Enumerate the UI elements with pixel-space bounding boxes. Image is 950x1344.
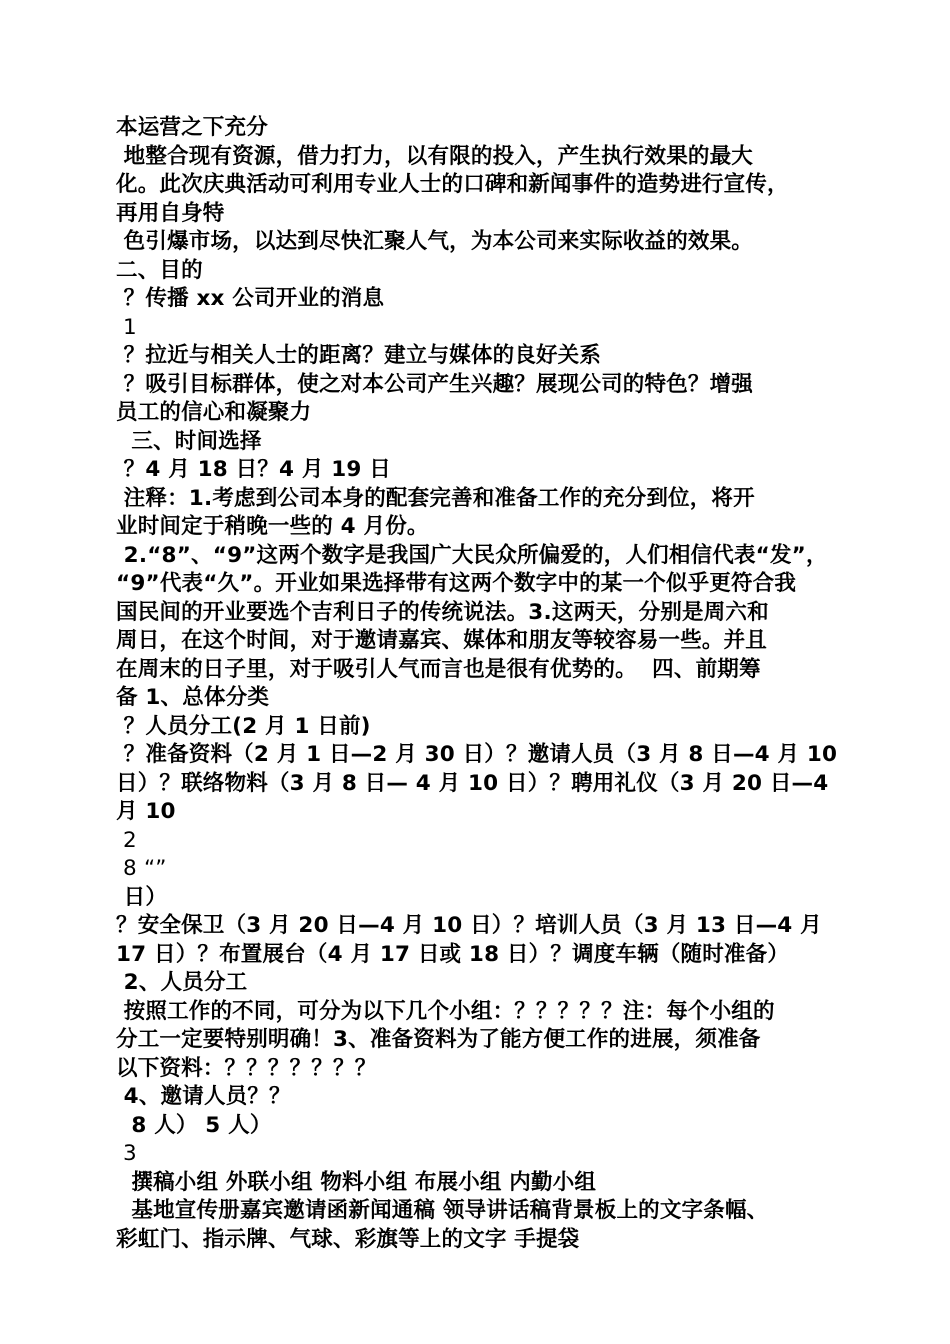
- text-line: 化。此次庆典活动可利用专业人士的口碑和新闻事件的造势进行宣传，: [116, 172, 789, 197]
- text-line: 业时间定于稍晚一些的 4 月份。: [116, 514, 429, 539]
- text-line: 再用自身特: [116, 200, 225, 226]
- text-line: ？拉近与相关人士的距离？建立与媒体的良好关系: [116, 343, 602, 368]
- text-line: 2、人员分工: [116, 970, 248, 995]
- text-line: 备 1、总体分类: [116, 685, 270, 710]
- text-line: 撰稿小组 外联小组 物料小组 布展小组 内勤小组: [116, 1169, 597, 1195]
- text-line: 1: [116, 314, 137, 340]
- text-line: 分工一定要特别明确！3、准备资料为了能方便工作的进展，须准备: [116, 1027, 761, 1052]
- text-line: 国民间的开业要选个吉利日子的传统说法。3.这两天，分别是周六和: [116, 599, 769, 625]
- text-line: 4、邀请人员？？: [116, 1084, 291, 1109]
- text-line: 月 10: [116, 799, 176, 824]
- text-line: ？吸引目标群体，使之对本公司产生兴趣？展现公司的特色？增强: [116, 371, 753, 397]
- text-line: 色引爆市场，以达到尽快汇聚人气，为本公司来实际收益的效果。: [116, 229, 753, 254]
- text-line: 员工的信心和凝聚力: [116, 400, 312, 425]
- text-line: 三、时间选择: [116, 428, 262, 454]
- text-line: 3: [116, 1141, 137, 1166]
- text-line: 按照工作的不同，可分为以下几个小组：？？？？？注：每个小组的: [116, 998, 775, 1024]
- text-line: 基地宣传册嘉宾邀请函新闻通稿 领导讲话稿背景板上的文字条幅、: [116, 1198, 769, 1223]
- text-line: 日）: [116, 884, 168, 910]
- text-line: ？人员分工(2 月 1 日前): [116, 713, 371, 739]
- text-line: ？传播 xx 公司开业的消息: [116, 286, 385, 311]
- text-line: 8 “”: [116, 856, 167, 881]
- text-line: 彩虹门、指示牌、气球、彩旗等上的文字 手提袋: [116, 1226, 580, 1252]
- text-line: “9”代表“久”。开业如果选择带有这两个数字中的某一个似乎更符合我: [116, 571, 797, 596]
- text-line: 8 人） 5 人）: [116, 1112, 272, 1138]
- text-line: 周日，在这个时间，对于邀请嘉宾、媒体和朋友等较容易一些。并且: [116, 628, 768, 653]
- text-line: 以下资料：？？？？？？？: [116, 1055, 377, 1081]
- text-line: 2: [116, 827, 137, 853]
- text-line: 本运营之下充分: [116, 115, 268, 140]
- text-line: 注释：1.考虑到公司本身的配套完善和准备工作的充分到位，将开: [116, 485, 755, 511]
- text-line: ？4 月 18 日？4 月 19 日: [116, 457, 391, 482]
- text-line: 日）？联络物料（3 月 8 日— 4 月 10 日）？聘用礼仪（3 月 20 日—4: [116, 770, 829, 796]
- text-line: 在周末的日子里，对于吸引人气而言也是很有优势的。 四、前期筹: [116, 656, 761, 682]
- text-line: ？安全保卫（3 月 20 日—4 月 10 日）？培训人员（3 月 13 日—4 月: [116, 913, 822, 938]
- text-line: 地整合现有资源，借力打力，以有限的投入，产生执行效果的最大: [116, 143, 753, 169]
- document-body: [116, 114, 836, 1254]
- text-line: 17 日）？布置展台（4 月 17 日或 18 日）？调度车辆（随时准备）: [116, 941, 790, 967]
- text-line: 2.“8”、“9”这两个数字是我国广大民众所偏爱的，人们相信代表“发”，: [116, 542, 828, 568]
- text-line: ？准备资料（2 月 1 日—2 月 30 日）？邀请人员（3 月 8 日—4 月 10: [116, 742, 838, 767]
- text-line: 二、目的: [116, 257, 203, 283]
